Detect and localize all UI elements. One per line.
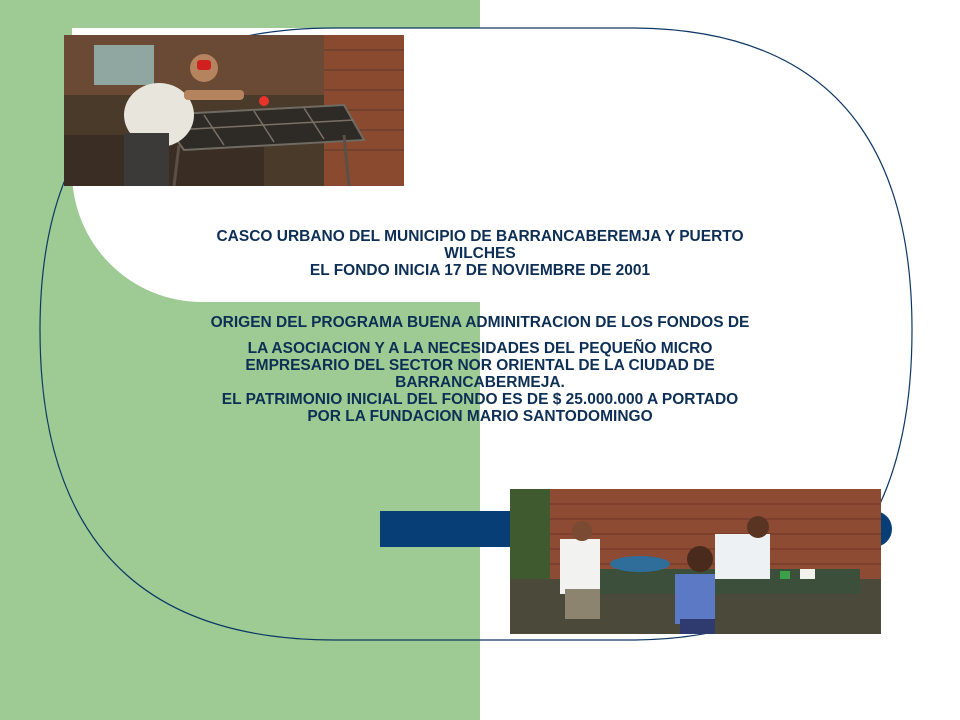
header-line-1: CASCO URBANO DEL MUNICIPIO DE BARRANCABEREMJA Y PUERTO [216, 228, 744, 245]
header-line-2: WILCHES [444, 245, 516, 262]
header-text [130, 228, 830, 279]
origin-line: ORIGEN DEL PROGRAMA BUENA ADMINITRACION DE LOS FONDOS DE [210, 314, 750, 331]
body-line-5: POR LA FUNDACION MARIO SANTODOMINGO [307, 408, 653, 425]
metal-workshop-photo [64, 35, 404, 186]
body-line-4: EL PATRIMONIO INICIAL DEL FONDO ES DE $ 25.000.000 A PORTADO [221, 391, 739, 408]
community-workers-photo [510, 489, 881, 634]
origin-text [130, 314, 830, 331]
body-line-3: BARRANCABERMEJA. [395, 374, 565, 391]
body-line-1: LA ASOCIACION Y A LA NECESIDADES DEL PEQUEÑO MICRO [247, 340, 713, 357]
body-line-2: EMPRESARIO DEL SECTOR NOR ORIENTAL DE LA CIUDAD DE [245, 357, 715, 374]
body-text [130, 340, 830, 425]
header-line-3: EL FONDO INICIA 17 DE NOVIEMBRE DE 2001 [309, 262, 651, 279]
